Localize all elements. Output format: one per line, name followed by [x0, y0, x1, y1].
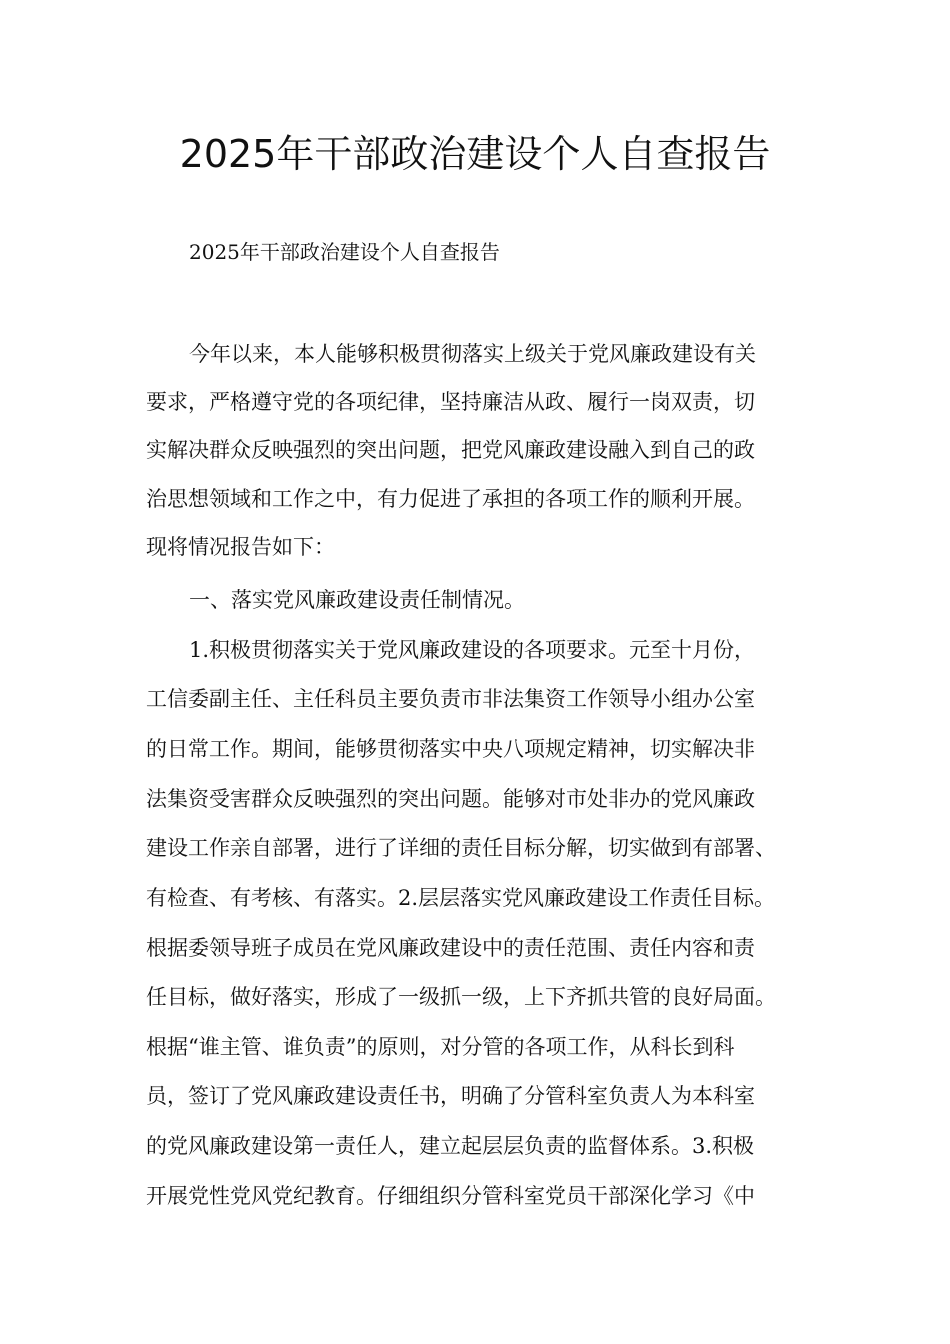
body-line: 根据委领导班子成员在党风廉政建设中的责任范围、责任内容和责 [146, 936, 755, 960]
body-line: 要求，严格遵守党的各项纪律，坚持廉洁从政、履行一岗双责，切 [146, 390, 755, 414]
body-line: 法集资受害群众反映强烈的突出问题。能够对市处非办的党风廉政 [146, 787, 755, 811]
body-line: 的日常工作。期间，能够贯彻落实中央八项规定精神，切实解决非 [146, 737, 755, 761]
document-subtitle: 2025年干部政治建设个人自查报告 [189, 240, 500, 264]
body-line: 现将情况报告如下： [146, 535, 335, 559]
section-heading: 一、落实党风廉政建设责任制情况。 [189, 588, 525, 612]
body-line: 实解决群众反映强烈的突出问题，把党风廉政建设融入到自己的政 [146, 438, 755, 462]
body-line: 建设工作亲自部署，进行了详细的责任目标分解，切实做到有部署、 [146, 836, 776, 860]
body-line: 工信委副主任、主任科员主要负责市非法集资工作领导小组办公室 [146, 687, 755, 711]
body-line: 治思想领域和工作之中，有力促进了承担的各项工作的顺利开展。 [146, 487, 755, 511]
body-line: 根据“谁主管、谁负责”的原则，对分管的各项工作，从科长到科 [146, 1035, 735, 1059]
body-line: 员，签订了党风廉政建设责任书，明确了分管科室负责人为本科室 [146, 1084, 755, 1108]
body-line: 任目标，做好落实，形成了一级抓一级，上下齐抓共管的良好局面。 [146, 985, 776, 1009]
body-line: 1.积极贯彻落实关于党风廉政建设的各项要求。元至十月份， [189, 638, 756, 662]
body-line: 有检查、有考核、有落实。2.层层落实党风廉政建设工作责任目标。 [146, 886, 776, 910]
document-title: 2025年干部政治建设个人自查报告 [179, 132, 771, 176]
body-line: 今年以来，本人能够积极贯彻落实上级关于党风廉政建设有关 [189, 342, 756, 366]
body-line: 的党风廉政建设第一责任人，建立起层层负责的监督体系。3.积极 [146, 1134, 755, 1158]
body-line: 开展党性党风党纪教育。仔细组织分管科室党员干部深化学习《中 [146, 1184, 755, 1208]
